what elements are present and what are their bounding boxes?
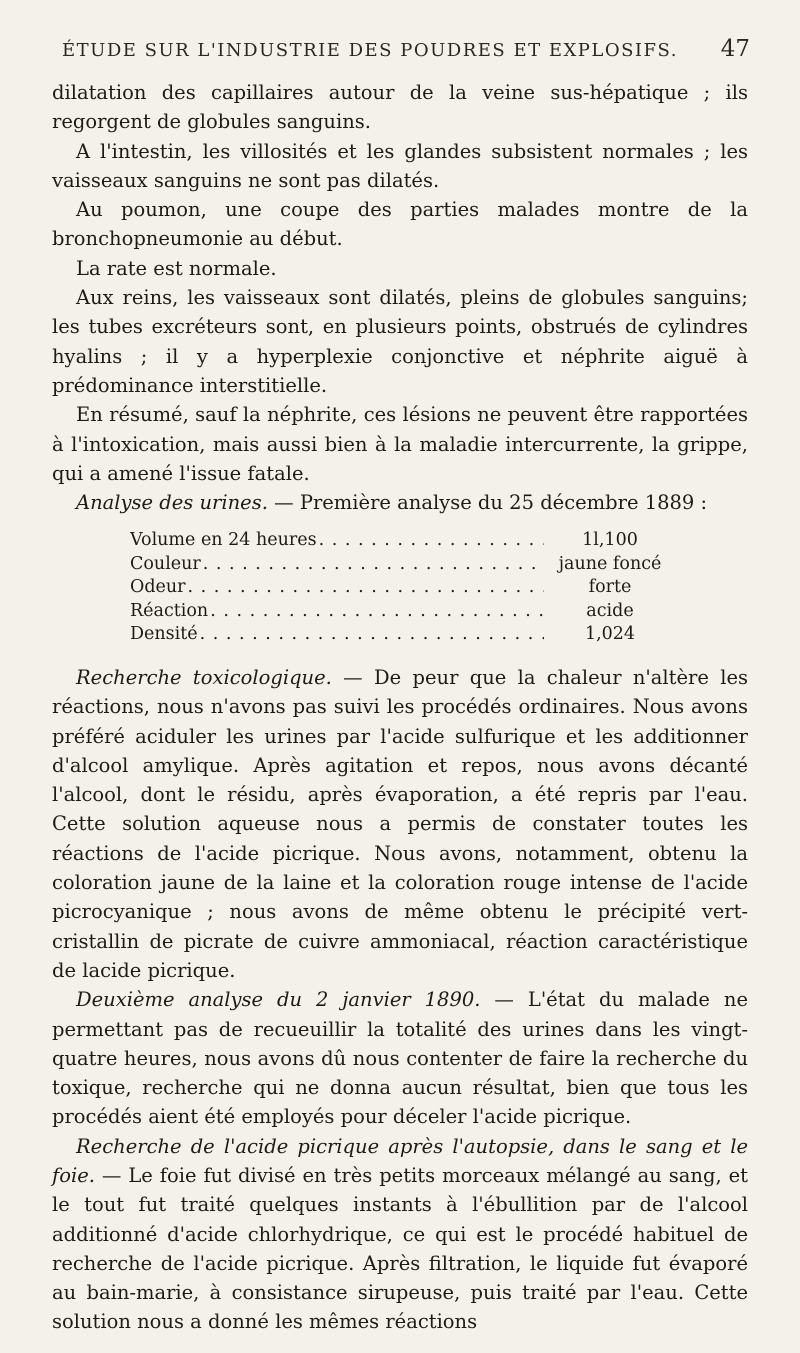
paragraph-5: Aux reins, les vaisseaux sont dilatés, pleins de globules sanguins; les tubes excréteurs sont, en plusieurs points, obstrués de cylindres hyalins ; il y a hyperplexie conjonctive et néphrite aiguë à prédominance interstitielle. — [52, 286, 748, 397]
paragraph-4: La rate est normale. — [76, 256, 277, 280]
paragraph-10-lead: Recherche de l'acide picrique après l'autopsie, dans le sang et le foie. — [52, 1134, 748, 1187]
row-label: Densité — [130, 623, 200, 647]
paragraph-10 — [52, 1132, 748, 1337]
header-title: ÉTUDE SUR L'INDUSTRIE DES POUDRES ET EXPLOSIFS. — [62, 40, 678, 61]
page-number: 47 — [720, 36, 750, 62]
paragraph-9-lead: Deuxième analyse du 2 janvier 1890. — [76, 988, 481, 1012]
paragraph-2: A l'intestin, les villosités et les glandes subsistent normales ; les vaisseaux sanguins ne sont pas dilatés. — [52, 139, 748, 192]
paragraph-10-text: — Le foie fut divisé en très petits morceaux mélangé au sang, et le tout fut traité quelques instants à l'ébullition par de l'alcool additionné d'acide chlorhydrique, ce qui est le procédé habituel de recherche de l'acide picrique. Après filtration, le liquide fut évaporé au bain-marie, à consistance sirupeuse, puis traité par l'eau. Cette solution nous a donné les mêmes réactions — [52, 1164, 748, 1334]
table-row — [130, 553, 676, 577]
paragraph-7 — [52, 488, 748, 517]
paragraph-8 — [52, 663, 748, 985]
paragraph-1: dilatation des capillaires autour de la veine sus-hépatique ; ils regorgent de globules sanguins. — [52, 81, 748, 134]
row-label: Réaction — [130, 600, 210, 624]
row-value: 1,024 — [584, 624, 636, 645]
row-value: jaune foncé — [558, 553, 662, 574]
paragraph-8-text: — De peur que la chaleur n'altère les réactions, nous n'avons pas suivi les procédés ordinaires. Nous avons préféré aciduler les urines par l'acide sulfurique et les additionner d'alcool amylique. Après agitation et repos, nous avons décanté l'alcool, dont le résidu, après évaporation, a été repris par l'eau. Cette solution aqueuse nous a permis de constater toutes les réactions de l'acide picrique. Nous avons, notamment, obtenu la coloration jaune de la laine et la coloration rouge intense de l'acide picrocyanique ; nous avons de même obtenu le précipité vert-cristallin de picrate de cuivre ammoniacal, réaction caractéristique de lacide picrique. — [52, 665, 748, 982]
row-label: Couleur — [130, 553, 203, 577]
table-row — [130, 529, 676, 553]
row-value: forte — [588, 577, 632, 598]
row-label: Odeur — [130, 576, 188, 600]
main-text — [52, 78, 748, 1337]
table-row — [130, 600, 676, 624]
paragraph-7-text: — Première analyse du 25 décembre 1889 : — [267, 491, 708, 515]
row-label: Volume en 24 heures — [130, 529, 319, 553]
paragraph-3: Au poumon, une coupe des parties malades montre de la bronchopneumonie au début. — [52, 198, 748, 251]
row-value: 1l,100 — [582, 530, 638, 551]
table-row — [130, 576, 676, 600]
paragraph-9-text: — L'état du malade ne permettant pas de recueuillir la totalité des urines dans les vingt-quatre heures, nous avons dû nous contenter de faire la recherche du toxique, recherche qui ne donna aucun résultat, bien que tous les procédés aient été employés pour déceler l'acide picrique. — [52, 988, 748, 1129]
row-value: acide — [586, 600, 634, 621]
paragraph-6: En résumé, sauf la néphrite, ces lésions ne peuvent être rapportées à l'intoxication, mais aussi bien à la maladie intercurrente, la grippe, qui a amené l'issue fatale. — [52, 403, 748, 485]
paragraph-7-lead: Analyse des urines. — [76, 491, 268, 515]
table-row — [130, 623, 676, 647]
paragraph-8-lead: Recherche toxicologique. — [76, 665, 332, 689]
paragraph-9 — [52, 985, 748, 1131]
urine-analysis-table — [130, 529, 676, 647]
running-header — [62, 36, 750, 62]
